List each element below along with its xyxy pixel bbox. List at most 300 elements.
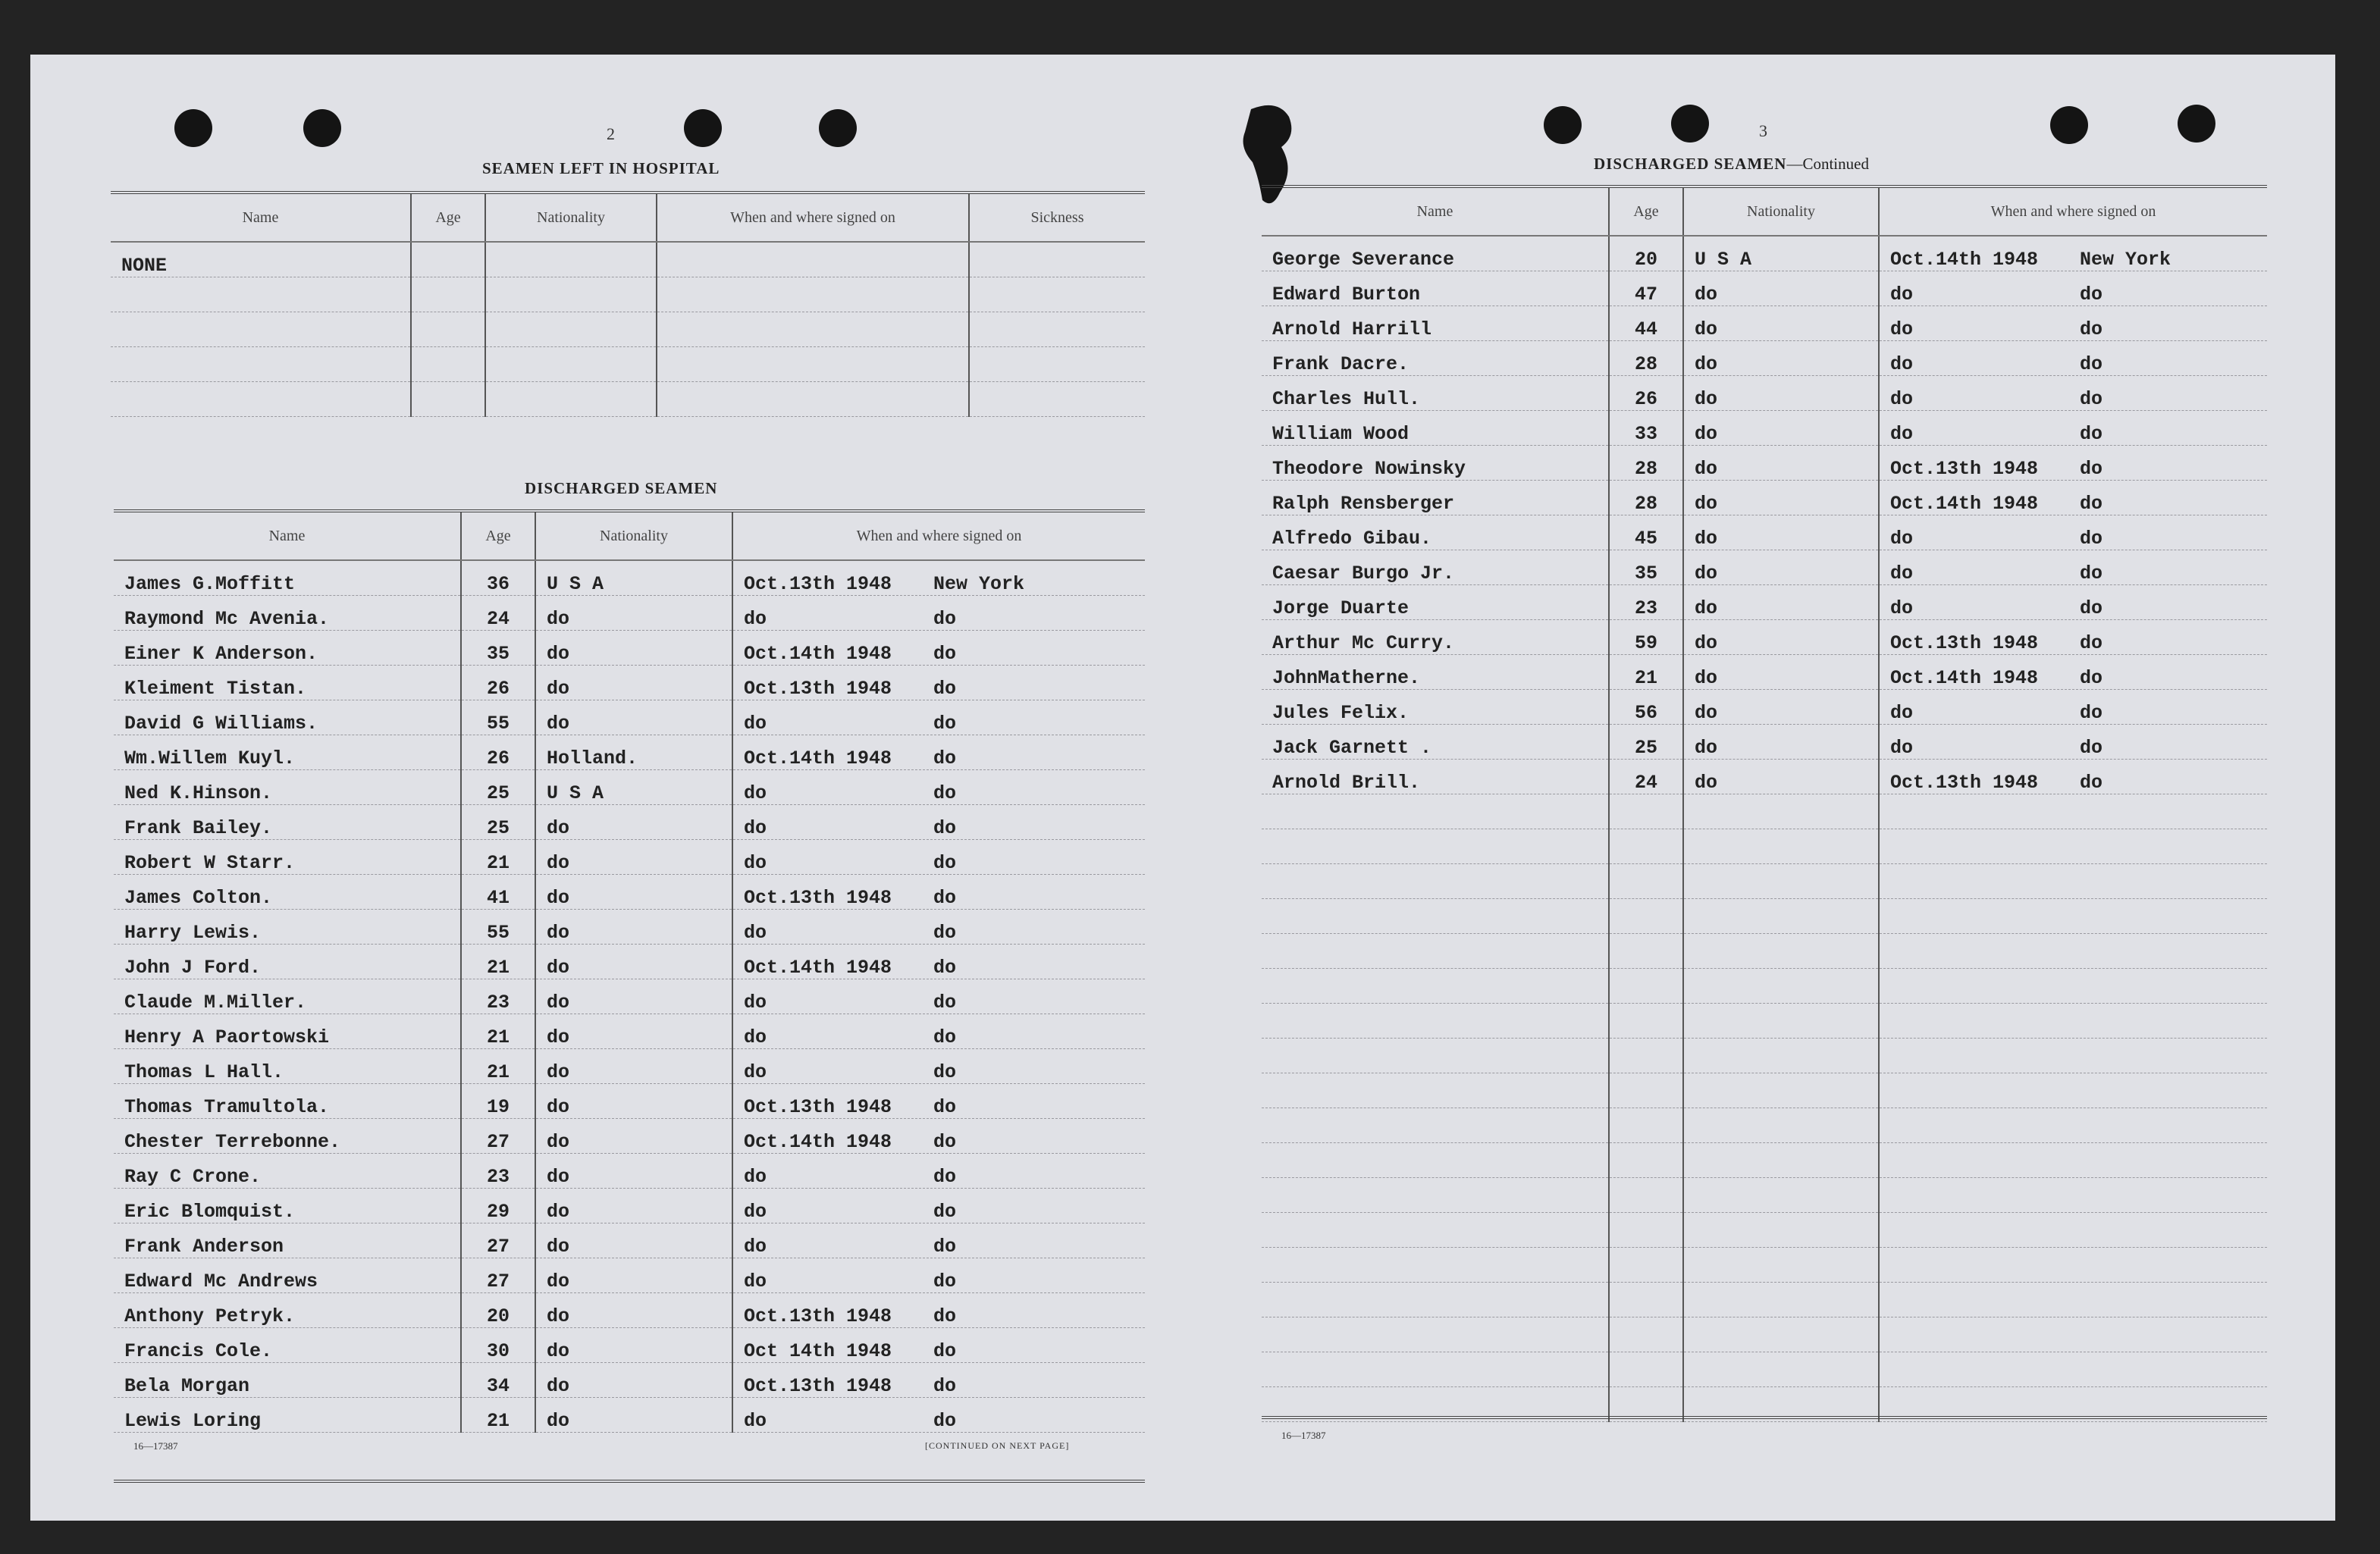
nationality: do [535, 700, 732, 735]
signed-on [1879, 1317, 2267, 1352]
signed-on-date: do [1890, 284, 1914, 305]
signed-on [1879, 1283, 2267, 1317]
nationality: do [1683, 585, 1879, 620]
seaman-name: Chester Terrebonne. [114, 1119, 461, 1154]
signed-on-date: do [744, 1061, 767, 1083]
nationality: do [1683, 725, 1879, 760]
age: 21 [461, 1014, 535, 1049]
age [1609, 1317, 1683, 1352]
age: 47 [1609, 271, 1683, 306]
seaman-name: Arthur Mc Curry. [1262, 620, 1609, 655]
table-row [114, 875, 1145, 910]
signed-on [1879, 1108, 2267, 1143]
signed-on-port: do [2080, 702, 2103, 724]
seaman-name: Frank Anderson [114, 1223, 461, 1258]
table-row [1262, 1039, 2267, 1073]
signed-on [732, 1119, 1145, 1154]
age: 41 [461, 875, 535, 910]
signed-on [732, 805, 1145, 840]
nationality [1683, 1283, 1879, 1317]
table-row [1262, 1283, 2267, 1317]
signed-on-date: do [744, 922, 767, 944]
column-header: Nationality [535, 511, 732, 560]
signed-on-port: do [933, 1236, 957, 1258]
table-row [1262, 1178, 2267, 1213]
signed-on-port: do [933, 1410, 957, 1432]
signed-on-port: do [933, 887, 957, 909]
seaman-name: Frank Bailey. [114, 805, 461, 840]
table-row [1262, 969, 2267, 1004]
column-header: Age [411, 193, 485, 242]
signed-on [1879, 236, 2267, 271]
discharged-continued-title [1594, 155, 1869, 174]
signed-on [732, 1189, 1145, 1223]
seaman-name: Jorge Duarte [1262, 585, 1609, 620]
signed-on [732, 596, 1145, 631]
page-number: 3 [1759, 121, 1767, 140]
table-row [111, 312, 1145, 347]
nationality: do [535, 1154, 732, 1189]
age: 26 [1609, 376, 1683, 411]
signed-on [1879, 585, 2267, 620]
signed-on-date: do [1890, 702, 1914, 724]
seaman-name [1262, 794, 1609, 829]
signed-on-port: do [933, 1305, 957, 1327]
signed-on-date: do [1890, 388, 1914, 410]
signed-on-date: do [1890, 528, 1914, 550]
table-row [114, 1293, 1145, 1328]
signed-on-date: do [1890, 353, 1914, 375]
table-row [1262, 934, 2267, 969]
signed-on [732, 1293, 1145, 1328]
seaman-name: Arnold Harrill [1262, 306, 1609, 341]
table-row [1262, 585, 2267, 620]
seaman-name [1262, 1317, 1609, 1352]
table-row [1262, 1143, 2267, 1178]
nationality [1683, 829, 1879, 864]
signed-on-date: Oct.13th 1948 [1890, 632, 2039, 654]
signed-on [1879, 760, 2267, 794]
signed-on-date: Oct.13th 1948 [1890, 772, 2039, 794]
signed-on-date: Oct.13th 1948 [744, 1305, 892, 1327]
seaman-name: James Colton. [114, 875, 461, 910]
table-row [114, 1258, 1145, 1293]
seaman-name [1262, 1352, 1609, 1387]
column-header: When and where signed on [732, 511, 1145, 560]
table-row [1262, 1108, 2267, 1143]
age: 34 [461, 1363, 535, 1398]
signed-on [732, 1084, 1145, 1119]
seaman-name [1262, 899, 1609, 934]
age: 45 [1609, 515, 1683, 550]
seaman-name: Edward Mc Andrews [114, 1258, 461, 1293]
seaman-name [1262, 1213, 1609, 1248]
nationality: do [535, 875, 732, 910]
column-header: When and where signed on [1879, 186, 2267, 236]
nationality: do [535, 1223, 732, 1258]
right-page [1168, 55, 2335, 1521]
table-row [114, 1049, 1145, 1084]
signed-on [732, 979, 1145, 1014]
age [1609, 934, 1683, 969]
column-header: Name [1262, 186, 1609, 236]
seaman-name [1262, 934, 1609, 969]
nationality: do [1683, 481, 1879, 515]
seaman-name: Theodore Nowinsky [1262, 446, 1609, 481]
signed-on-date: Oct.14th 1948 [1890, 667, 2039, 689]
nationality: do [535, 596, 732, 631]
table-row [114, 979, 1145, 1014]
seaman-name [1262, 1178, 1609, 1213]
table-row [1262, 725, 2267, 760]
seaman-name: Ralph Rensberger [1262, 481, 1609, 515]
signed-on [1879, 1039, 2267, 1073]
nationality [1683, 934, 1879, 969]
signed-on [1879, 829, 2267, 864]
seaman-name: Eric Blomquist. [114, 1189, 461, 1223]
signed-on [1879, 725, 2267, 760]
age: 35 [1609, 550, 1683, 585]
table-row [1262, 899, 2267, 934]
title-suffix: —Continued [1786, 155, 1869, 173]
seaman-name [1262, 1039, 1609, 1073]
seaman-name: Caesar Burgo Jr. [1262, 550, 1609, 585]
signed-on-date: do [744, 1026, 767, 1048]
age [1609, 1248, 1683, 1283]
age: 23 [1609, 585, 1683, 620]
signed-on-port: do [2080, 772, 2103, 794]
signed-on-port: do [2080, 737, 2103, 759]
table-row [114, 700, 1145, 735]
signed-on-port: do [2080, 318, 2103, 340]
signed-on-date: Oct.14th 1948 [744, 747, 892, 769]
signed-on-port: do [2080, 632, 2103, 654]
nationality: U S A [535, 560, 732, 596]
page-number: 2 [607, 124, 615, 143]
signed-on [1879, 271, 2267, 306]
seaman-name: Edward Burton [1262, 271, 1609, 306]
age: 55 [461, 700, 535, 735]
signed-on-port: do [2080, 388, 2103, 410]
table-row [114, 666, 1145, 700]
table-row [1262, 760, 2267, 794]
signed-on-port: do [2080, 284, 2103, 305]
table-row [114, 1119, 1145, 1154]
nationality: do [535, 840, 732, 875]
nationality [1683, 794, 1879, 829]
signed-on-port: do [2080, 528, 2103, 550]
nationality: do [1683, 376, 1879, 411]
nationality: do [1683, 760, 1879, 794]
signed-on [1879, 690, 2267, 725]
table-row [111, 382, 1145, 417]
nationality: do [535, 805, 732, 840]
table-bottom-rule [1262, 1416, 2267, 1419]
seaman-name: Claude M.Miller. [114, 979, 461, 1014]
signed-on-date: do [744, 1270, 767, 1292]
nationality [1683, 1143, 1879, 1178]
age: 27 [461, 1119, 535, 1154]
signed-on-port: do [933, 1340, 957, 1362]
table-row [1262, 655, 2267, 690]
table-row [114, 1363, 1145, 1398]
nationality: do [535, 1258, 732, 1293]
seaman-name: James G.Moffitt [114, 560, 461, 596]
seaman-name: Robert W Starr. [114, 840, 461, 875]
signed-on-date: do [744, 713, 767, 735]
signed-on [1879, 376, 2267, 411]
table-row [1262, 1004, 2267, 1039]
seaman-name [1262, 1143, 1609, 1178]
signed-on-port: do [933, 1166, 957, 1188]
signed-on-date: Oct.13th 1948 [744, 1375, 892, 1397]
seaman-name: Harry Lewis. [114, 910, 461, 945]
signed-on [732, 700, 1145, 735]
signed-on-port: do [2080, 667, 2103, 689]
age: 56 [1609, 690, 1683, 725]
signed-on-date: Oct.14th 1948 [744, 957, 892, 979]
table-row [1262, 1352, 2267, 1387]
age: 23 [461, 1154, 535, 1189]
age: 28 [1609, 341, 1683, 376]
signed-on [732, 1154, 1145, 1189]
age: 21 [461, 945, 535, 979]
nationality [1683, 1004, 1879, 1039]
seaman-name [1262, 1108, 1609, 1143]
signed-on [1879, 864, 2267, 899]
age [1609, 829, 1683, 864]
nationality: do [535, 666, 732, 700]
seaman-name: Jack Garnett . [1262, 725, 1609, 760]
signed-on-date: Oct.13th 1948 [744, 678, 892, 700]
table-row [114, 1084, 1145, 1119]
signed-on-port: New York [2080, 249, 2171, 271]
table-row [114, 1398, 1145, 1433]
table-row [1262, 515, 2267, 550]
age: 19 [461, 1084, 535, 1119]
signed-on-port: do [933, 992, 957, 1014]
signed-on [1879, 1143, 2267, 1178]
seaman-name: William Wood [1262, 411, 1609, 446]
signed-on-date: Oct.13th 1948 [744, 887, 892, 909]
signed-on-port: do [933, 1131, 957, 1153]
signed-on [732, 631, 1145, 666]
signed-on-date: do [744, 817, 767, 839]
age [1609, 1352, 1683, 1387]
age: 21 [461, 840, 535, 875]
table-row [1262, 376, 2267, 411]
signed-on [732, 910, 1145, 945]
seaman-name: Arnold Brill. [1262, 760, 1609, 794]
nationality: do [535, 1293, 732, 1328]
seaman-name [1262, 864, 1609, 899]
signed-on-port: do [933, 782, 957, 804]
age [1609, 1004, 1683, 1039]
nationality: do [1683, 620, 1879, 655]
seaman-name: Lewis Loring [114, 1398, 461, 1433]
signed-on-date: do [744, 992, 767, 1014]
age: 35 [461, 631, 535, 666]
nationality: do [535, 1189, 732, 1223]
age [1609, 1073, 1683, 1108]
seaman-name: Bela Morgan [114, 1363, 461, 1398]
age [411, 242, 485, 277]
table-row [1262, 481, 2267, 515]
signed-on-port: do [933, 1375, 957, 1397]
table-row [1262, 1248, 2267, 1283]
age: 26 [461, 735, 535, 770]
signed-on-port: do [933, 678, 957, 700]
signed-on-date: Oct.14th 1948 [1890, 249, 2039, 271]
seaman-name: Ned K.Hinson. [114, 770, 461, 805]
age: 23 [461, 979, 535, 1014]
age: 25 [461, 770, 535, 805]
signed-on-date: do [1890, 597, 1914, 619]
nationality: do [1683, 690, 1879, 725]
signed-on-port: do [2080, 562, 2103, 584]
table-bottom-rule [114, 1480, 1145, 1483]
nationality [1683, 1178, 1879, 1213]
signed-on [1879, 899, 2267, 934]
table-row [1262, 794, 2267, 829]
nationality [485, 242, 657, 277]
signed-on [732, 735, 1145, 770]
nationality [1683, 1073, 1879, 1108]
signed-on [1879, 1248, 2267, 1283]
sickness [969, 242, 1145, 277]
signed-on [732, 840, 1145, 875]
signed-on-port: do [933, 713, 957, 735]
age: 28 [1609, 446, 1683, 481]
nationality: do [1683, 446, 1879, 481]
signed-on-port: do [933, 817, 957, 839]
table-row [1262, 271, 2267, 306]
age: 30 [461, 1328, 535, 1363]
signed-on [732, 560, 1145, 596]
signed-on-date: Oct.13th 1948 [744, 1096, 892, 1118]
nationality: do [535, 910, 732, 945]
signed-on [732, 1049, 1145, 1084]
age: 20 [1609, 236, 1683, 271]
signed-on-date: Oct.14th 1948 [744, 1131, 892, 1153]
seaman-name: NONE [111, 242, 411, 277]
seaman-name: Thomas L Hall. [114, 1049, 461, 1084]
signed-on-date: do [1890, 318, 1914, 340]
table-row [1262, 236, 2267, 271]
age: 27 [461, 1258, 535, 1293]
table-row [114, 805, 1145, 840]
signed-on-port: do [933, 747, 957, 769]
nationality [1683, 1039, 1879, 1073]
signed-on-date: do [744, 1236, 767, 1258]
age [1609, 1178, 1683, 1213]
signed-on-date: Oct.13th 1948 [1890, 458, 2039, 480]
signed-on-date: Oct.14th 1948 [744, 643, 892, 665]
age [1609, 969, 1683, 1004]
signed-on-date: do [744, 852, 767, 874]
seaman-name: Kleiment Tistan. [114, 666, 461, 700]
age: 21 [461, 1398, 535, 1433]
signed-on [732, 945, 1145, 979]
signed-on [1879, 306, 2267, 341]
signed-on [1879, 1178, 2267, 1213]
nationality: do [535, 1084, 732, 1119]
seaman-name: JohnMatherne. [1262, 655, 1609, 690]
age: 24 [1609, 760, 1683, 794]
age: 25 [1609, 725, 1683, 760]
table-row [114, 631, 1145, 666]
hospital-section-title: SEAMEN LEFT IN HOSPITAL [482, 159, 720, 177]
nationality [1683, 864, 1879, 899]
table-row [1262, 864, 2267, 899]
table-row [114, 910, 1145, 945]
age [1609, 1039, 1683, 1073]
table-row [114, 596, 1145, 631]
seaman-name: Wm.Willem Kuyl. [114, 735, 461, 770]
signed-on [1879, 515, 2267, 550]
nationality [1683, 1108, 1879, 1143]
discharged-section-title: DISCHARGED SEAMEN [525, 479, 718, 497]
table-row [114, 770, 1145, 805]
age: 21 [1609, 655, 1683, 690]
signed-on [1879, 411, 2267, 446]
nationality: do [1683, 306, 1879, 341]
title-text: DISCHARGED SEAMEN [1594, 155, 1787, 173]
signed-on-date: do [744, 608, 767, 630]
seaman-name: Charles Hull. [1262, 376, 1609, 411]
age: 59 [1609, 620, 1683, 655]
signed-on-port: do [2080, 458, 2103, 480]
nationality: do [535, 1328, 732, 1363]
nationality: do [1683, 515, 1879, 550]
column-header: Age [461, 511, 535, 560]
signed-on-port: do [2080, 493, 2103, 515]
nationality: Holland. [535, 735, 732, 770]
signed-on [732, 1328, 1145, 1363]
seaman-name: Henry A Paortowski [114, 1014, 461, 1049]
age: 20 [461, 1293, 535, 1328]
column-header: Name [114, 511, 461, 560]
age: 36 [461, 560, 535, 596]
nationality: U S A [1683, 236, 1879, 271]
age: 25 [461, 805, 535, 840]
seaman-name [1262, 829, 1609, 864]
table-row [114, 945, 1145, 979]
signed-on-date: do [744, 1410, 767, 1432]
signed-on-port: do [2080, 353, 2103, 375]
nationality: do [1683, 550, 1879, 585]
signed-on-date: Oct 14th 1948 [744, 1340, 892, 1362]
signed-on [1879, 550, 2267, 585]
signed-on-date: do [744, 782, 767, 804]
seaman-name [1262, 969, 1609, 1004]
age [1609, 1108, 1683, 1143]
seaman-name [1262, 1283, 1609, 1317]
nationality: U S A [535, 770, 732, 805]
nationality: do [535, 979, 732, 1014]
seaman-name [1262, 1248, 1609, 1283]
nationality: do [535, 1363, 732, 1398]
nationality: do [535, 1398, 732, 1433]
age: 21 [461, 1049, 535, 1084]
signed-on [1879, 446, 2267, 481]
signed-on-port: do [933, 1270, 957, 1292]
age: 29 [461, 1189, 535, 1223]
nationality: do [1683, 341, 1879, 376]
seaman-name: George Severance [1262, 236, 1609, 271]
signed-on-port: do [933, 957, 957, 979]
nationality [1683, 899, 1879, 934]
